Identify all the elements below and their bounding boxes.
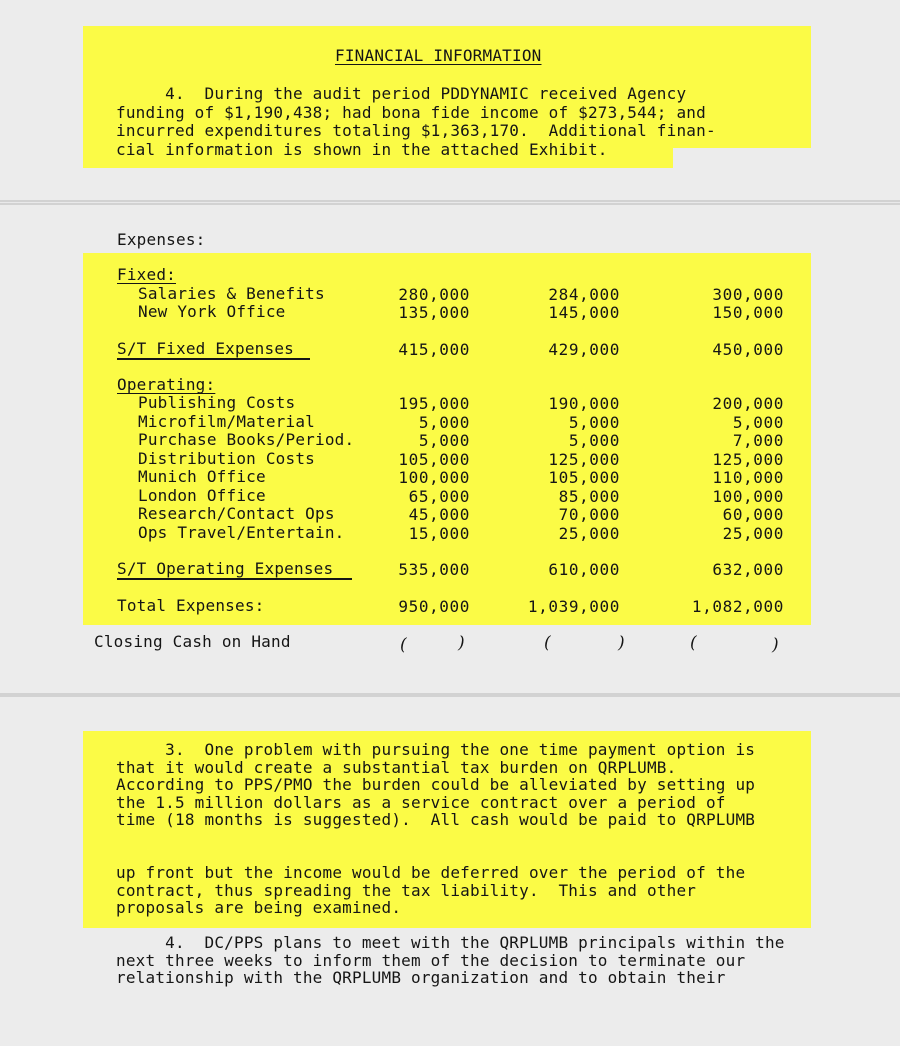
row-label: S/T Operating Expenses	[117, 559, 334, 578]
paragraph-line: next three weeks to inform them of the decision to terminate our	[116, 950, 746, 970]
value-col1: 195,000	[398, 394, 470, 413]
row-label: Ops Travel/Entertain.	[138, 522, 345, 542]
value-col3: 5,000	[732, 412, 784, 432]
value-col1: 135,000	[398, 303, 470, 322]
value-col2: 429,000	[548, 340, 620, 359]
underline	[117, 358, 310, 360]
underline	[117, 578, 352, 580]
expenses-label: Expenses:	[117, 230, 206, 249]
value-col2: 1,039,000	[527, 597, 620, 616]
paragraph-line: 3. One problem with pursuing the one time payment option is	[116, 740, 756, 759]
value-col3: 25,000	[722, 523, 784, 543]
value-col2: 5,000	[568, 431, 620, 450]
row-label: Distribution Costs	[138, 448, 315, 468]
value-col2: 105,000	[548, 468, 620, 487]
paragraph-line: incurred expenditures totaling $1,363,170. Additional finan-	[116, 121, 716, 140]
row-label: Purchase Books/Period.	[138, 430, 355, 449]
paragraph-line: contract, thus spreading the tax liability. This and other	[116, 880, 697, 900]
value-col2: 85,000	[558, 486, 620, 506]
close-paren: )	[458, 633, 465, 653]
document-panel-memo-text	[0, 695, 900, 1046]
paragraph-line: 4. DC/PPS plans to meet with the QRPLUMB principals within the	[116, 933, 785, 952]
value-col1: 5,000	[418, 412, 470, 432]
row-label: Total Expenses:	[117, 596, 265, 615]
value-col2: 190,000	[548, 394, 620, 413]
value-col1: 100,000	[398, 468, 470, 487]
value-col2: 25,000	[558, 523, 620, 543]
value-col3: 100,000	[712, 486, 784, 506]
value-col1: 15,000	[408, 523, 470, 543]
value-col1: 415,000	[398, 340, 470, 359]
value-col1: 5,000	[418, 431, 470, 450]
value-col2: 610,000	[548, 560, 620, 579]
value-col2: 5,000	[568, 412, 620, 432]
value-col3: 632,000	[712, 560, 784, 579]
value-col3: 150,000	[712, 303, 784, 322]
row-label: Microfilm/Material	[138, 411, 315, 431]
paragraph-line: up front but the income would be deferred over the period of the	[116, 863, 746, 882]
document-panel-financial-information	[0, 0, 900, 202]
fixed-label: Fixed:	[117, 265, 176, 284]
paragraph-line: relationship with the QRPLUMB organization and to obtain their	[116, 968, 726, 987]
value-col3: 110,000	[712, 468, 784, 487]
value-col1: 535,000	[398, 560, 470, 579]
paragraph-line: time (18 months is suggested). All cash would be paid to QRPLUMB	[116, 810, 756, 829]
row-label: Research/Contact Ops	[138, 504, 335, 523]
value-col3: 450,000	[712, 340, 784, 359]
operating-label: Operating:	[117, 375, 216, 394]
section-heading: FINANCIAL INFORMATION	[335, 46, 542, 65]
value-col1: 45,000	[408, 505, 470, 524]
value-col1: 65,000	[408, 486, 470, 506]
row-label: Salaries & Benefits	[138, 284, 325, 303]
row-label: S/T Fixed Expenses	[117, 339, 294, 358]
value-col3: 200,000	[712, 394, 784, 413]
value-col3: 7,000	[732, 431, 784, 450]
open-paren: (	[690, 633, 697, 653]
paragraph-line: the 1.5 million dollars as a service contract over a period of	[116, 792, 726, 812]
paragraph-line: cial information is shown in the attached Exhibit.	[116, 139, 608, 159]
value-col1: 950,000	[398, 597, 470, 616]
document-panel-expenses-table	[0, 203, 900, 695]
value-col3: 300,000	[712, 285, 784, 304]
paragraph-line: that it would create a substantial tax burden on QRPLUMB.	[116, 757, 677, 777]
row-label: London Office	[138, 485, 266, 505]
paragraph-line: proposals are being examined.	[116, 898, 402, 917]
row-label: New York Office	[138, 302, 286, 321]
paragraph-line: funding of $1,190,438; had bona fide income of $273,544; and	[116, 102, 706, 122]
row-label: Publishing Costs	[138, 393, 296, 412]
paragraph-line: 4. During the audit period PDDYNAMIC received Agency	[116, 84, 687, 103]
open-paren: (	[400, 635, 407, 655]
paragraph-line: According to PPS/PMO the burden could be alleviated by setting up	[116, 775, 756, 794]
value-col2: 284,000	[548, 285, 620, 304]
value-col2: 70,000	[558, 505, 620, 524]
value-col1: 280,000	[398, 285, 470, 304]
row-label: Closing Cash on Hand	[94, 632, 291, 651]
value-col3: 125,000	[712, 449, 784, 469]
value-col3: 60,000	[722, 505, 784, 524]
row-label: Munich Office	[138, 467, 266, 486]
close-paren: )	[618, 633, 625, 653]
close-paren: )	[772, 635, 779, 655]
open-paren: (	[544, 633, 551, 653]
value-col3: 1,082,000	[691, 597, 784, 616]
value-col2: 125,000	[548, 449, 620, 469]
value-col2: 145,000	[548, 303, 620, 322]
value-col1: 105,000	[398, 449, 470, 469]
